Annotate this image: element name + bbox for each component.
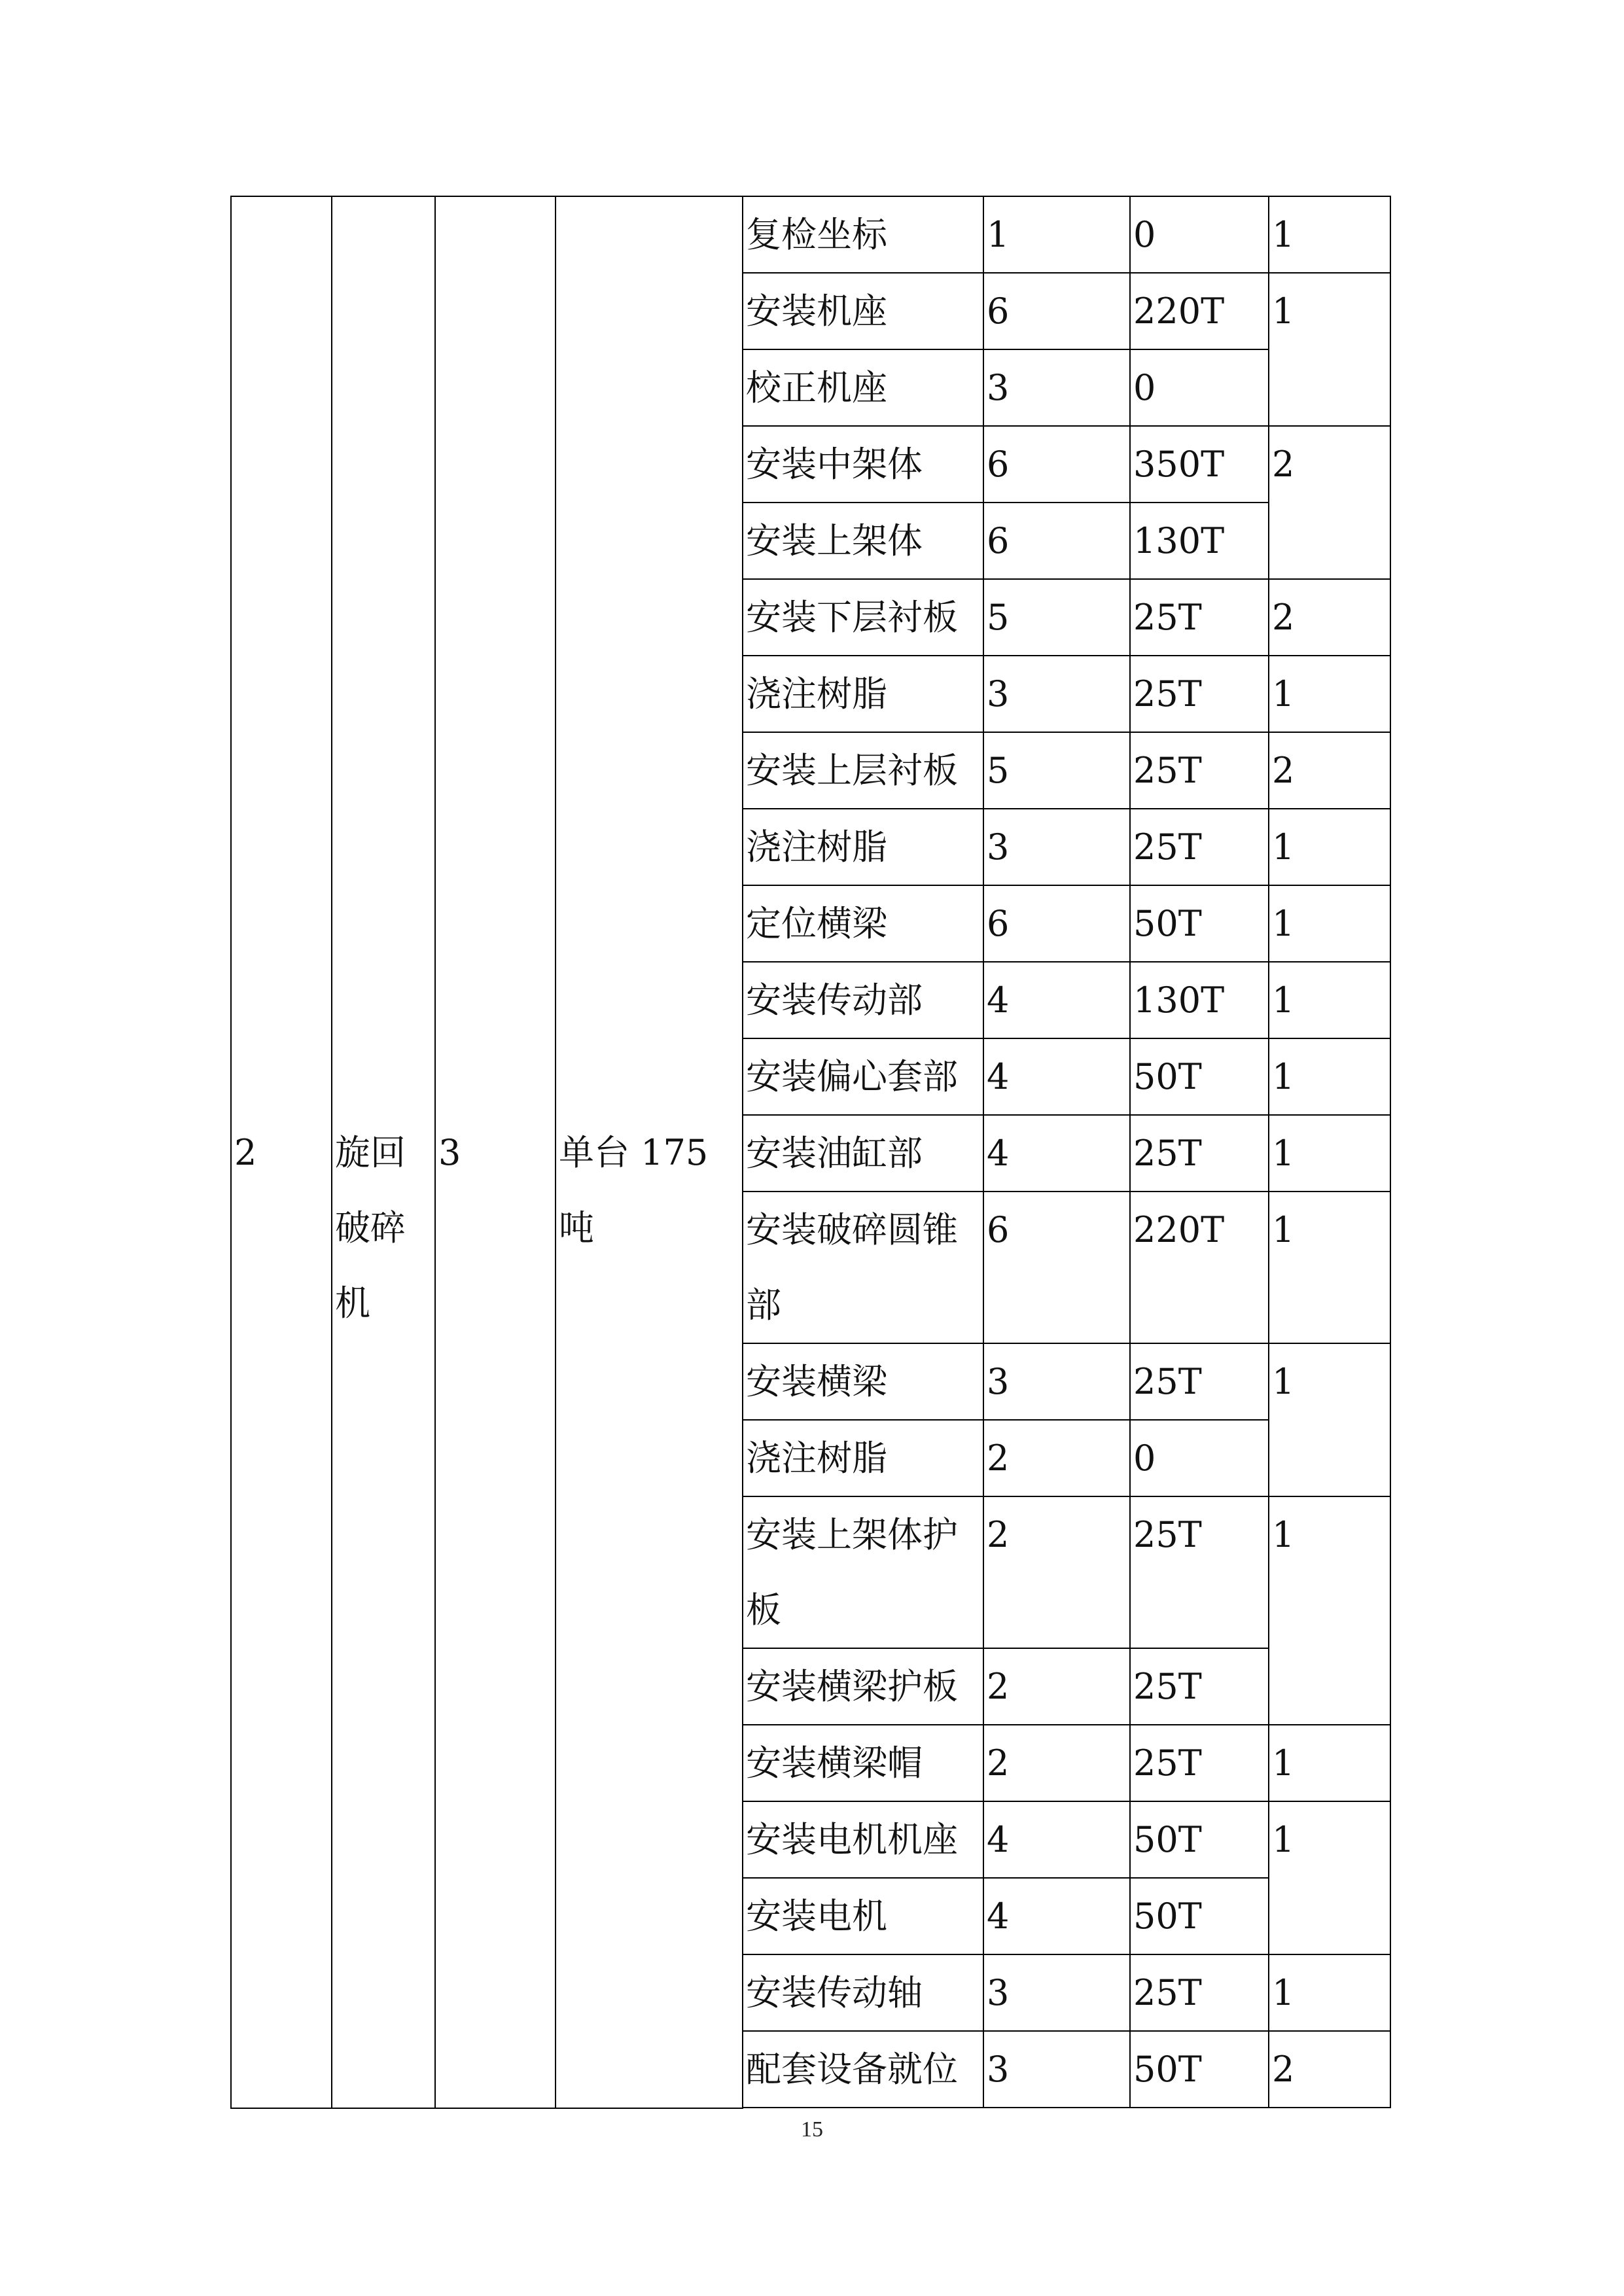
step-name: 配套设备就位 — [743, 2031, 983, 2108]
step-crew: 1 — [1269, 809, 1390, 885]
step-b: 220T — [1130, 273, 1269, 349]
step-a: 4 — [983, 1801, 1130, 1878]
equipment-weight: 单台 175吨 — [556, 196, 743, 2108]
step-b: 350T — [1130, 426, 1269, 503]
step-crew: 2 — [1269, 732, 1390, 809]
step-name: 安装电机 — [743, 1878, 983, 1954]
step-crew: 1 — [1269, 1954, 1390, 2031]
step-name: 安装上架体 — [743, 503, 983, 579]
step-name: 安装偏心套部 — [743, 1038, 983, 1115]
step-b: 25T — [1130, 732, 1269, 809]
step-name: 安装油缸部 — [743, 1115, 983, 1192]
table-row — [231, 196, 1390, 273]
step-a: 5 — [983, 732, 1130, 809]
step-name: 安装上层衬板 — [743, 732, 983, 809]
step-b: 130T — [1130, 503, 1269, 579]
step-name: 安装电机机座 — [743, 1801, 983, 1878]
step-a: 2 — [983, 1496, 1130, 1648]
step-a: 6 — [983, 885, 1130, 962]
step-a: 6 — [983, 426, 1130, 503]
step-a: 4 — [983, 1878, 1130, 1954]
step-b: 25T — [1130, 1115, 1269, 1192]
step-b: 25T — [1130, 1648, 1269, 1725]
step-a: 6 — [983, 273, 1130, 349]
step-a: 2 — [983, 1420, 1130, 1496]
step-crew: 1 — [1269, 1496, 1390, 1725]
step-name: 安装传动轴 — [743, 1954, 983, 2031]
step-a: 1 — [983, 196, 1130, 273]
equipment-count: 3 — [435, 196, 556, 2108]
step-name: 安装横梁帽 — [743, 1725, 983, 1801]
step-name: 浇注树脂 — [743, 656, 983, 732]
step-a: 6 — [983, 503, 1130, 579]
step-a: 4 — [983, 1115, 1130, 1192]
step-name: 安装下层衬板 — [743, 579, 983, 656]
equipment-name: 旋回破碎机 — [332, 196, 435, 2108]
step-a: 6 — [983, 1192, 1130, 1343]
step-crew: 1 — [1269, 1192, 1390, 1343]
step-a: 3 — [983, 809, 1130, 885]
step-a: 3 — [983, 1954, 1130, 2031]
step-b: 0 — [1130, 349, 1269, 426]
step-b: 50T — [1130, 1878, 1269, 1954]
step-crew: 1 — [1269, 1343, 1390, 1496]
step-b: 220T — [1130, 1192, 1269, 1343]
step-b: 50T — [1130, 885, 1269, 962]
step-a: 2 — [983, 1725, 1130, 1801]
step-crew: 2 — [1269, 2031, 1390, 2108]
step-name: 浇注树脂 — [743, 1420, 983, 1496]
step-b: 25T — [1130, 1725, 1269, 1801]
step-b: 50T — [1130, 1038, 1269, 1115]
step-name: 安装横梁 — [743, 1343, 983, 1420]
step-name: 校正机座 — [743, 349, 983, 426]
step-crew: 1 — [1269, 885, 1390, 962]
step-name: 浇注树脂 — [743, 809, 983, 885]
page-number: 15 — [801, 2117, 823, 2142]
step-crew: 2 — [1269, 579, 1390, 656]
step-crew: 1 — [1269, 273, 1390, 426]
step-a: 3 — [983, 656, 1130, 732]
step-name: 安装传动部 — [743, 962, 983, 1038]
step-name: 复检坐标 — [743, 196, 983, 273]
step-a: 3 — [983, 2031, 1130, 2108]
step-crew: 1 — [1269, 962, 1390, 1038]
step-name: 安装上架体护板 — [743, 1496, 983, 1648]
step-name: 安装中架体 — [743, 426, 983, 503]
step-b: 25T — [1130, 1496, 1269, 1648]
step-name: 安装机座 — [743, 273, 983, 349]
step-b: 25T — [1130, 579, 1269, 656]
step-b: 130T — [1130, 962, 1269, 1038]
step-b: 25T — [1130, 809, 1269, 885]
step-crew: 1 — [1269, 1115, 1390, 1192]
step-a: 5 — [983, 579, 1130, 656]
step-name: 安装横梁护板 — [743, 1648, 983, 1725]
step-name: 安装破碎圆锥部 — [743, 1192, 983, 1343]
step-b: 0 — [1130, 196, 1269, 273]
step-crew: 2 — [1269, 426, 1390, 579]
step-name: 定位横梁 — [743, 885, 983, 962]
step-a: 4 — [983, 1038, 1130, 1115]
step-crew: 1 — [1269, 196, 1390, 273]
step-b: 50T — [1130, 1801, 1269, 1878]
step-a: 3 — [983, 1343, 1130, 1420]
step-a: 4 — [983, 962, 1130, 1038]
step-b: 25T — [1130, 656, 1269, 732]
installation-table — [230, 196, 1391, 2109]
step-b: 0 — [1130, 1420, 1269, 1496]
step-crew: 1 — [1269, 1038, 1390, 1115]
step-crew: 1 — [1269, 656, 1390, 732]
step-b: 25T — [1130, 1343, 1269, 1420]
step-a: 2 — [983, 1648, 1130, 1725]
step-a: 3 — [983, 349, 1130, 426]
step-b: 50T — [1130, 2031, 1269, 2108]
step-crew: 1 — [1269, 1801, 1390, 1954]
step-b: 25T — [1130, 1954, 1269, 2031]
step-crew: 1 — [1269, 1725, 1390, 1801]
group-index: 2 — [231, 196, 332, 2108]
